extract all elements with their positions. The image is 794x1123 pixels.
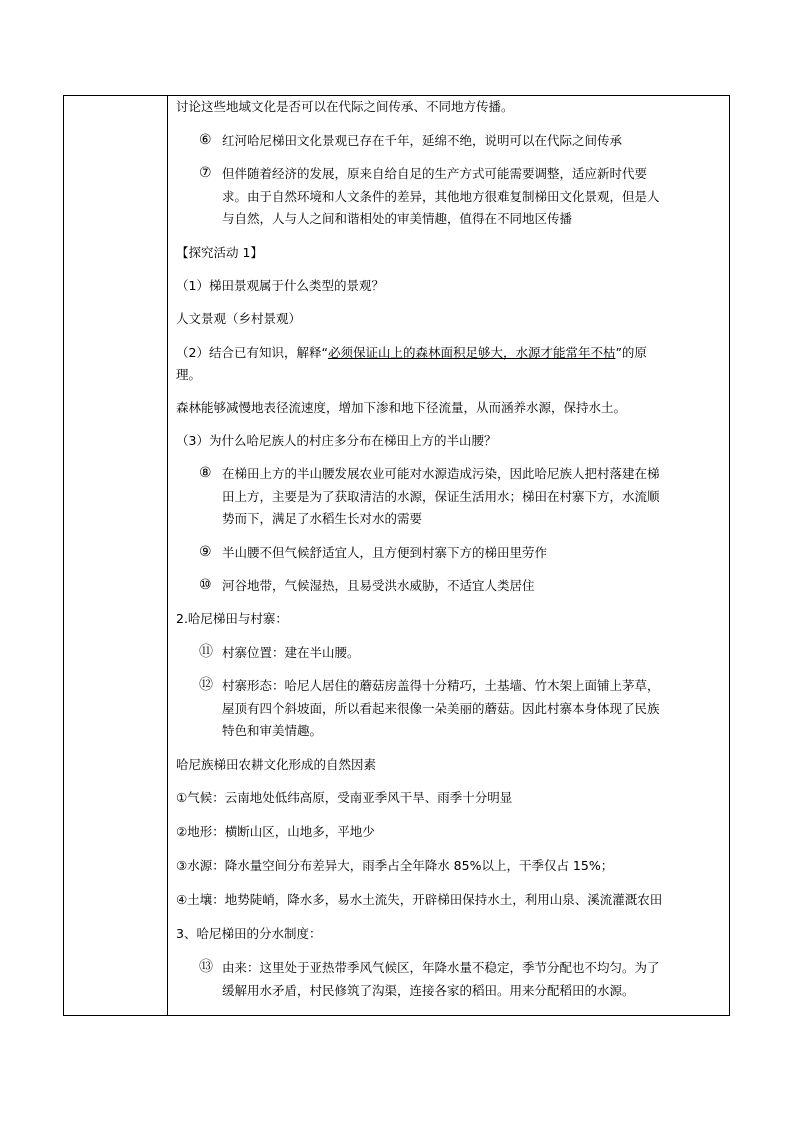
marker-10: ⑩ [199,577,212,593]
answer-7-line1: 但伴随着经济的发展，原来自给自足的生产方式可能需要调整，适应新时代要 [222,166,648,181]
answer-12-line3: 特色和审美情趣。 [222,723,323,738]
answer-8-line2: 田上方，主要是为了获取清洁的水源，保证生活用水；梯田在村寨下方，水流顺 [222,489,660,504]
question-2-line2: 理。 [176,367,202,382]
answer-7-line2: 求。由于自然环境和人文条件的差异，其他地方很难复制梯田文化景观，但是人 [222,189,660,204]
section-3-heading: 3、哈尼梯田的分水制度： [176,926,322,941]
marker-11: ⑪ [199,644,213,660]
question-3: （3）为什么哈尼族人的村庄多分布在梯田上方的半山腰？ [176,433,497,448]
activity-heading: 【探究活动 1】 [176,245,263,260]
answer-8-line1: 在梯田上方的半山腰发展农业可能对水源造成污染，因此哈尼族人把村落建在梯 [222,466,660,481]
factor-water: ③水源：降水量空间分布差异大，雨季占全年降水 85%以上，干季仅占 15%； [176,858,614,873]
answer-12-line2: 屋顶有四个斜坡面，所以看起来很像一朵美丽的蘑菇。因此村寨本身体现了民族 [222,701,660,716]
factor-terrain: ②地形：横断山区，山地多，平地少 [176,824,375,839]
answer-13-line2: 缓解用水矛盾，村民修筑了沟渠，连接各家的稻田。用来分配稻田的水源。 [222,983,635,998]
answer-6: 红河哈尼梯田文化景观已存在千年，延绵不绝，说明可以在代际之间传承 [222,133,623,148]
factor-soil: ④土壤：地势陡峭，降水多，易水土流失，开辟梯田保持水土，利用山泉、溪流灌溉农田 [176,892,663,907]
answer-11: 村寨位置：建在半山腰。 [222,645,360,660]
question-2-line1 [176,342,647,363]
marker-12: ⑫ [199,677,213,693]
section-2-heading: 2.哈尼梯田与村寨： [176,611,288,626]
answer-2: 森林能够减慢地表径流速度，增加下渗和地下径流量，从而涵养水源，保持水土。 [176,400,627,415]
answer-7-line3: 与自然，人与人之间和谐相处的审美情趣，值得在不同地区传播 [222,211,573,226]
answer-1: 人文景观（乡村景观） [176,311,302,326]
question-1: （1）梯田景观属于什么类型的景观？ [176,278,384,293]
marker-6: ⑥ [199,132,212,148]
question-2-suffix: ”的原 [615,345,647,360]
answer-10: 河谷地带，气候湿热，且易受洪水威胁，不适宜人类居住 [222,578,535,593]
answer-8-line3: 势而下，满足了水稻生长对水的需要 [222,511,423,526]
answer-12-line1: 村寨形态：哈尼人居住的蘑菇房盖得十分精巧，土基墙、竹木架上面铺上茅草， [222,678,660,693]
question-2-quote: 必须保证山上的森林面积足够大，水源才能常年不枯 [327,345,616,360]
table-column-divider [167,95,168,1016]
factor-climate: ①气候：云南地处低纬高原，受南亚季风干旱、雨季十分明显 [176,790,513,805]
answer-13-line1: 由来：这里处于亚热带季风气候区，年降水量不稳定，季节分配也不均匀。为了 [222,960,660,975]
natural-factors-heading: 哈尼族梯田农耕文化形成的自然因素 [176,757,377,772]
marker-7: ⑦ [199,165,212,181]
marker-9: ⑨ [199,544,212,560]
marker-8: ⑧ [199,465,212,481]
question-2-prefix: （2）结合已有知识，解释“ [176,345,328,360]
answer-9: 半山腰不但气候舒适宜人，且方便到村寨下方的梯田里劳作 [222,545,548,560]
marker-13: ⑬ [199,959,213,975]
discussion-prompt: 讨论这些地域文化是否可以在代际之间传承、不同地方传播。 [176,99,514,114]
